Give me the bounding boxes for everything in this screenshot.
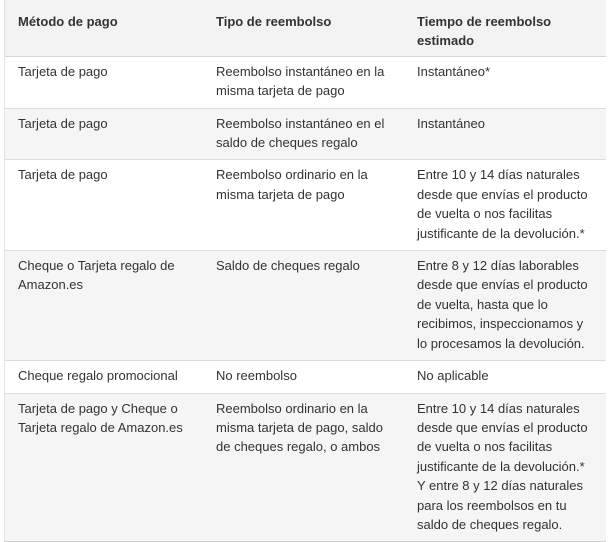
- table-row: [4, 160, 606, 251]
- cell-metodo: Tarjeta de pago: [4, 160, 202, 251]
- table-header-row: [4, 0, 606, 56]
- header-metodo-de-pago: Método de pago: [4, 0, 202, 56]
- header-tiempo-de-reembolso: Tiempo de reembolso estimado: [403, 0, 606, 56]
- cell-metodo: Tarjeta de pago: [4, 108, 202, 160]
- table-row: [4, 56, 606, 108]
- cell-tipo: Saldo de cheques regalo: [202, 251, 403, 361]
- cell-tipo: No reembolso: [202, 361, 403, 393]
- refund-table: [4, 0, 606, 542]
- cell-tipo: Reembolso instantáneo en el saldo de cheques regalo: [202, 108, 403, 160]
- cell-tipo: Reembolso ordinario en la misma tarjeta de pago, saldo de cheques regalo, o ambos: [202, 393, 403, 542]
- header-tipo-de-reembolso: Tipo de reembolso: [202, 0, 403, 56]
- cell-metodo: Tarjeta de pago: [4, 56, 202, 108]
- cell-tiempo: Entre 10 y 14 días naturales desde que envías el producto de vuelta o nos facilitas justificante de la devolución.*: [403, 160, 606, 251]
- cell-metodo: Tarjeta de pago y Cheque o Tarjeta regalo de Amazon.es: [4, 393, 202, 542]
- cell-tiempo: Instantáneo: [403, 108, 606, 160]
- cell-metodo: Cheque o Tarjeta regalo de Amazon.es: [4, 251, 202, 361]
- cell-metodo: Cheque regalo promocional: [4, 361, 202, 393]
- table-row: [4, 393, 606, 542]
- cell-tiempo: Instantáneo*: [403, 56, 606, 108]
- cell-tipo: Reembolso instantáneo en la misma tarjeta de pago: [202, 56, 403, 108]
- cell-tiempo: No aplicable: [403, 361, 606, 393]
- cell-tiempo: Entre 10 y 14 días naturales desde que envías el producto de vuelta o nos facilitas justificante de la devolución.* Y entre 8 y 12 días naturales para los reembolsos en tu saldo de cheques regalo.: [403, 393, 606, 542]
- cell-tipo: Reembolso ordinario en la misma tarjeta de pago: [202, 160, 403, 251]
- table-row: [4, 361, 606, 393]
- table-left-border: [4, 0, 5, 540]
- table-row: [4, 251, 606, 361]
- cell-tiempo: Entre 8 y 12 días laborables desde que envías el producto de vuelta, hasta que lo recibimos, inspeccionamos y lo procesamos la devolución.: [403, 251, 606, 361]
- table-row: [4, 108, 606, 160]
